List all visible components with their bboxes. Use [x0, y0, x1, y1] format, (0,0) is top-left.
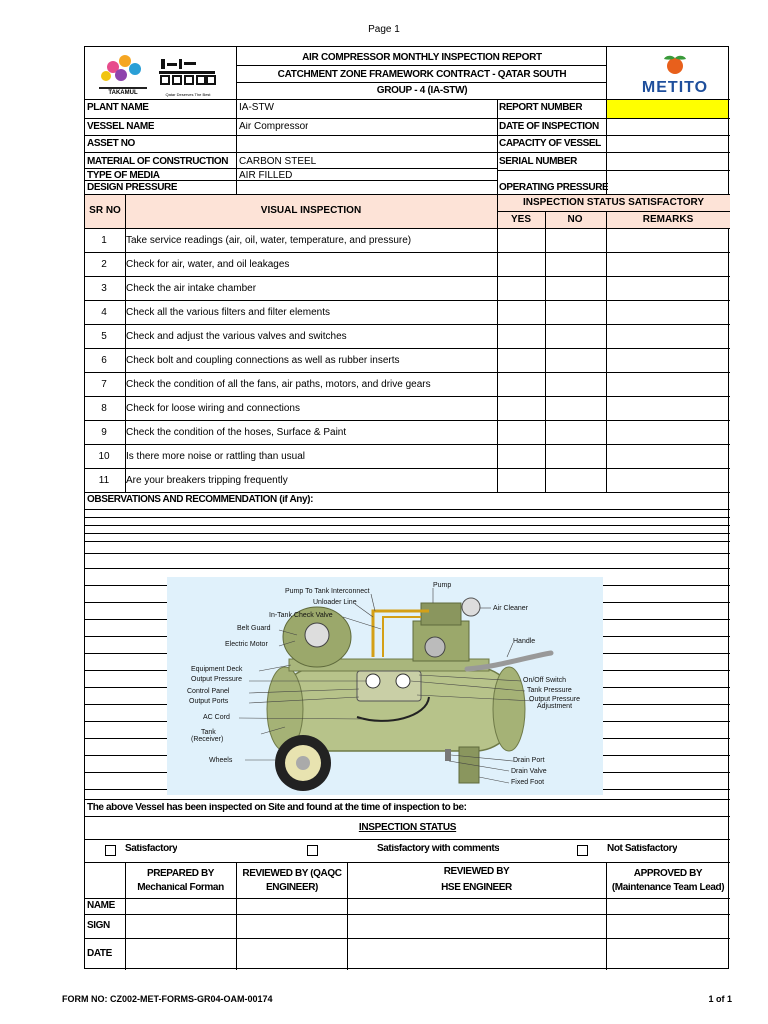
- design-pressure-label: DESIGN PRESSURE: [87, 183, 178, 193]
- diagram-label: Output Pressure: [191, 676, 242, 683]
- diagram-label: Drain Valve: [511, 768, 547, 775]
- remarks-header: REMARKS: [642, 215, 694, 225]
- hse-name-field[interactable]: [348, 899, 606, 914]
- metito-logo: [625, 55, 725, 95]
- diagram-label: Output Pressure: [529, 696, 580, 703]
- inspection-status-header: INSPECTION STATUS SATISFACTORY: [522, 198, 705, 208]
- plant-name-label: PLANT NAME: [87, 103, 149, 113]
- diagram-label: Output Ports: [189, 698, 229, 705]
- date-label: DATE: [87, 949, 112, 959]
- satisfactory-label: Satisfactory: [125, 844, 178, 854]
- inspection-statement: The above Vessel has been inspected on Site and found at the time of inspection to be:: [87, 803, 467, 813]
- diagram-label: Unloader Line: [313, 599, 357, 606]
- not-satisfactory-label: Not Satisfactory: [607, 844, 678, 854]
- reviewed-qaqc-role: ENGINEER): [266, 883, 318, 893]
- diagram-label: Tank Pressure: [527, 687, 572, 694]
- yes-header: YES: [510, 215, 531, 225]
- asset-no-label: ASSET NO: [87, 139, 135, 149]
- satisfactory-checkbox[interactable]: [105, 845, 116, 856]
- reviewed-qaqc-header: REVIEWED BY (QAQC: [242, 869, 342, 879]
- report-number-label: REPORT NUMBER: [499, 103, 583, 113]
- reviewed-hse-role: HSE ENGINEER: [441, 883, 512, 893]
- diagram-label: Pump: [433, 582, 452, 589]
- report-number-field[interactable]: [606, 100, 728, 118]
- material-label: MATERIAL OF CONSTRUCTION: [87, 157, 229, 167]
- diagram-label: (Receiver): [191, 736, 224, 743]
- takamul-logo-text: TAKAMUL: [108, 90, 138, 96]
- arabic-logo-caption: Qatar Deserves The Best: [165, 92, 211, 97]
- observations-label: OBSERVATIONS AND RECOMMENDATION (if Any):: [87, 495, 314, 505]
- prepared-by-role: Mechanical Forman: [137, 883, 224, 893]
- arabic-logo: [157, 57, 219, 97]
- diagram-label: Control Panel: [187, 688, 230, 695]
- qaqc-name-field[interactable]: [237, 899, 347, 914]
- type-of-media-label: TYPE OF MEDIA: [87, 171, 160, 181]
- diagram-label: Handle: [513, 638, 536, 645]
- compressor-diagram: [167, 577, 603, 795]
- diagram-label: AC Cord: [203, 714, 230, 721]
- diagram-label: Tank: [201, 729, 216, 736]
- approver-name-field[interactable]: [607, 899, 729, 914]
- date-of-inspection-label: DATE OF INSPECTION: [499, 122, 599, 132]
- serial-number-label: SERIAL NUMBER: [499, 157, 577, 167]
- diagram-label: On/Off Switch: [523, 677, 567, 684]
- name-label: NAME: [87, 901, 115, 911]
- report-title: AIR COMPRESSOR MONTHLY INSPECTION REPORT: [302, 52, 542, 63]
- diagram-label: Electric Motor: [225, 641, 268, 648]
- operating-pressure-label: OPERATING PRESSURE: [499, 183, 609, 193]
- prepared-name-field[interactable]: [126, 899, 236, 914]
- type-of-media-value: AIR FILLED: [239, 171, 293, 181]
- material-value: CARBON STEEL: [239, 157, 317, 167]
- diagram-label: Belt Guard: [237, 625, 271, 632]
- contract-title: CATCHMENT ZONE FRAMEWORK CONTRACT - QATAR SOUTH: [277, 69, 567, 80]
- sr-no-header: SR NO: [89, 206, 121, 216]
- diagram-label: Air Cleaner: [493, 605, 529, 612]
- form-number: FORM NO: CZ002-MET-FORMS-GR04-OAM-00174: [62, 994, 273, 1004]
- takamul-logo: [93, 53, 153, 97]
- capacity-label: CAPACITY OF VESSEL: [499, 139, 601, 149]
- page-count: 1 of 1: [708, 994, 732, 1004]
- metito-logo-text: METITO: [641, 79, 709, 96]
- group-title: GROUP - 4 (IA-STW): [376, 85, 468, 96]
- metito-fruit-icon: [655, 55, 695, 75]
- plant-name-value: IA-STW: [239, 103, 274, 113]
- visual-inspection-header: VISUAL INSPECTION: [260, 206, 362, 216]
- reviewed-hse-header: REVIEWED BY: [443, 867, 510, 877]
- approved-by-header: APPROVED BY: [633, 869, 703, 879]
- inspection-form: TAKAMUL Qatar Deserves The Best METITO AIR COMPRESSOR MONTHLY INSPECTION REPORT CATCHMENT ZONE FRAMEWORK CONTRACT - QATAR SOUTH GROUP - 4 (IA-STW) PLANT NAME IA-STW REPORT NUMBER VESSEL NAME Air Compressor DATE OF INSPECTION ASSET NO CAPACITY OF VESSEL MATERIAL OF CONSTRUCTION CARBON STEEL SERIAL NUMBER TYPE OF MEDIA AIR FILLED DESIGN PRESSURE OPERATING PRESSURE SR NO VISUAL INSPECTION INSPECTION STATUS SATISFACTORY YES NO REMARKS 1 Take service readings (air, oil, water, temperature, and pressure) 2 Check for air, water, and oil leakages 3 Check the air intake chamber 4 Check all the various filters and filter elements 5 Check and adjust the various valves and switches 6 Check bolt and coupling connections as well as rubber inserts 7 Check the condition of all the fans, air paths, motors, and drive gears 8 Check for loose wiring and connections 9 Check the condition of the hoses, Surface & Paint 10 Is there more noise or rattling than usual 11 Are your breakers tripping frequently OBSERVATIONS AND RECOMMENDATION (if Any): Pump To Tank Interconnect Unloader Line In-Tank Check Valve Belt Guard Electric Motor Pump Air Cleaner Handle Equipment Deck Output Pressure Control Panel Output Ports AC Cord Tank (Receiver) Wheels On/Off Switch Tank Pressure Output Pressure Adjustment Drain Port Drain Valve Fixed Foot The above Vessel has been inspected on Site and found at the time of inspection to be: INSPECTION STATUS Satisfactory Satisfactory with comments Not Satisfactory PREPARED BY Mechanical Forman REVIEWED BY (QAQC ENGINEER) REVIEWED BY HSE ENGINEER APPROVED BY (Maintenance Team Lead) NAME SIGN DATE: [84, 46, 729, 969]
- vessel-name-label: VESSEL NAME: [87, 122, 155, 132]
- diagram-label: Wheels: [209, 757, 233, 764]
- page-label: Page 1: [368, 24, 400, 35]
- diagram-label: In-Tank Check Valve: [269, 612, 333, 619]
- vessel-name-value: Air Compressor: [239, 122, 309, 132]
- diagram-label: Adjustment: [537, 703, 573, 710]
- satisfactory-with-comments-label: Satisfactory with comments: [377, 844, 500, 854]
- diagram-label: Drain Port: [513, 757, 545, 764]
- approved-by-role: (Maintenance Team Lead): [611, 883, 725, 893]
- sign-label: SIGN: [87, 921, 110, 931]
- diagram-label: Fixed Foot: [511, 779, 545, 786]
- satisfactory-with-comments-checkbox[interactable]: [307, 845, 318, 856]
- prepared-by-header: PREPARED BY: [146, 869, 215, 879]
- not-satisfactory-checkbox[interactable]: [577, 845, 588, 856]
- diagram-label: Equipment Deck: [191, 666, 243, 673]
- no-header: NO: [567, 215, 583, 225]
- diagram-label: Pump To Tank Interconnect: [285, 588, 370, 595]
- inspection-status-title: INSPECTION STATUS: [358, 823, 457, 833]
